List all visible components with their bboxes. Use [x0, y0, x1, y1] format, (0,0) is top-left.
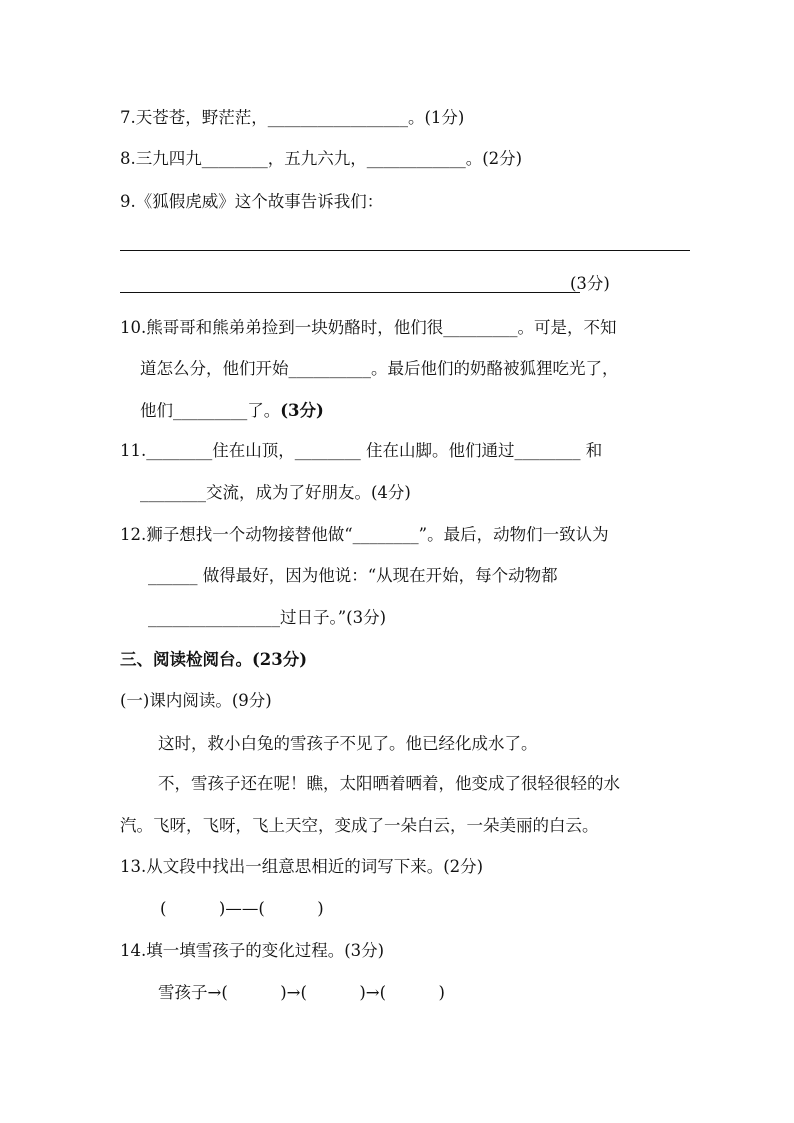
question-10-line-1: 10.熊哥哥和熊弟弟捡到一块奶酪时，他们很_________。可是，不知 — [120, 318, 617, 337]
question-7: 7.天苍苍，野茫茫，_________________。(1分) — [120, 108, 465, 127]
question-9: 9.《狐假虎威》这个故事告诉我们： — [120, 192, 384, 211]
question-12-line-3: ________________过日子。”(3分) — [148, 608, 387, 627]
question-10-points: (3分) — [280, 401, 324, 420]
passage-paragraph-2-line-2: 汽。飞呀，飞呀，飞上天空，变成了一朵白云，一朵美丽的白云。 — [120, 816, 599, 835]
question-14-answer-blanks: 雪孩子→( )→( )→( ) — [158, 983, 445, 1002]
question-12-line-2: ______ 做得最好，因为他说：“从现在开始，每个动物都 — [148, 566, 558, 585]
question-11-line-1: 11.________住在山顶，________ 住在山脚。他们通过________ 和 — [120, 441, 603, 460]
question-10-line-3-text: 他们_________了。 — [140, 401, 281, 420]
question-8: 8.三九四九________，五九六九，____________。(2分) — [120, 149, 523, 168]
question-11-line-2: ________交流，成为了好朋友。(4分) — [140, 483, 411, 502]
question-13-answer-blanks: ( )——( ) — [160, 899, 324, 918]
question-10-line-2: 道怎么分，他们开始__________。最后他们的奶酪被狐狸吃光了， — [140, 359, 619, 378]
passage-paragraph-2-line-1: 不，雪孩子还在呢！瞧，太阳晒着晒着，他变成了很轻很轻的水 — [158, 774, 620, 793]
section-3-title: 三、阅读检阅台。(23分) — [120, 650, 308, 669]
question-9-points: (3分) — [570, 274, 610, 293]
question-14: 14.填一填雪孩子的变化过程。(3分) — [120, 941, 385, 960]
question-10-line-3 — [140, 400, 324, 422]
question-13: 13.从文段中找出一组意思相近的词写下来。(2分) — [120, 857, 484, 876]
passage-paragraph-1: 这时，救小白兔的雪孩子不见了。他已经化成水了。 — [158, 734, 538, 753]
answer-line-1 — [120, 250, 690, 251]
subsection-1-title: (一)课内阅读。(9分) — [120, 691, 272, 710]
question-12-line-1: 12.狮子想找一个动物接替他做“________”。最后，动物们一致认为 — [120, 525, 609, 544]
answer-line-2 — [120, 292, 580, 293]
